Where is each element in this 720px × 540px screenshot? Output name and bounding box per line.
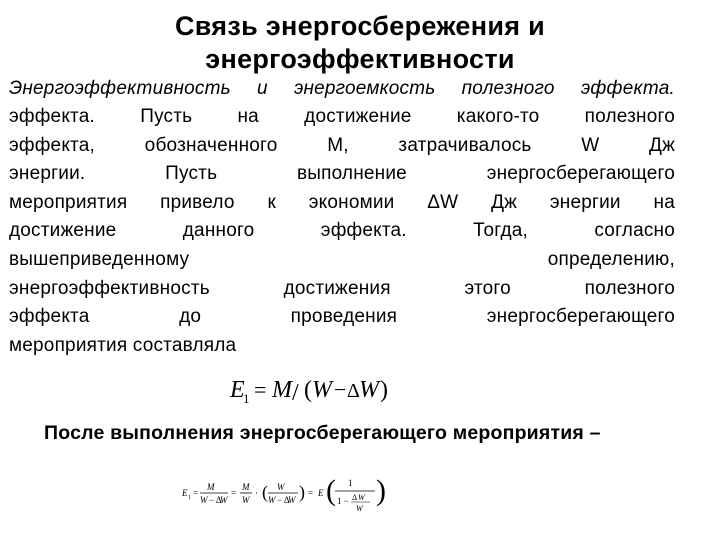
svg-text:·: · [255, 488, 258, 498]
paragraph-line-6: вышеприведенному определению, [9, 248, 675, 270]
slide-title-line-1: Связь энергосбережения и [174, 11, 546, 41]
paragraph-line-3: энергии. Пусть выполнение энергосберегающего [9, 163, 675, 185]
svg-text:W: W [200, 495, 208, 505]
svg-text:W: W [358, 493, 365, 502]
svg-text:1: 1 [243, 391, 250, 406]
svg-text:=: = [193, 488, 199, 498]
svg-text:): ) [380, 377, 388, 403]
svg-text:/: / [292, 380, 299, 406]
svg-text:(: ( [326, 474, 336, 507]
svg-text:− Δ: − Δ [209, 495, 222, 505]
formula-2 [180, 466, 425, 522]
paragraph-line-4: мероприятия привело к экономии ΔW Дж энергии на [9, 191, 675, 213]
svg-text:(: ( [304, 377, 312, 403]
svg-text:=: = [308, 488, 314, 498]
formula-1 [226, 367, 386, 411]
paragraph-line-8: эффекта до проведения энергосберегающего [9, 306, 675, 328]
svg-text:(: ( [262, 482, 268, 502]
svg-text:W: W [359, 377, 379, 403]
paragraph-line-1-text: эффекта. Пусть на достижение какого-то полезного [9, 106, 675, 127]
svg-text:M: M [242, 482, 250, 492]
svg-text:W: W [277, 482, 285, 492]
paragraph-lead-text: Энергоэффективность и энергоемкость полезного эффекта. [9, 78, 675, 99]
svg-text:− Δ: − Δ [277, 495, 290, 505]
svg-text:M: M [207, 482, 215, 492]
svg-text:M: M [272, 377, 292, 403]
svg-text:E: E [230, 377, 245, 403]
svg-text:=: = [231, 488, 237, 498]
svg-text:W: W [242, 495, 250, 505]
svg-text:W: W [288, 495, 296, 505]
svg-text:W: W [268, 495, 276, 505]
slide-title-line-2: энергоэффективности [205, 44, 515, 74]
svg-text:W: W [220, 495, 228, 505]
svg-text:1 −: 1 − [337, 496, 349, 506]
svg-text:1: 1 [348, 478, 353, 488]
svg-text:E: E [318, 488, 324, 498]
paragraph-line-1 [9, 103, 675, 132]
svg-text:Δ: Δ [347, 380, 360, 402]
svg-text:W: W [312, 377, 332, 403]
paragraph-line-7: энергоэффективность достижения этого полезного [9, 277, 675, 299]
svg-text:): ) [299, 482, 305, 502]
paragraph-line-5: достижение данного эффекта. Тогда, согласно [9, 220, 675, 242]
paragraph-line-2: эффекта, обозначенного M, затрачивалось W Дж [9, 134, 675, 156]
paragraph-body [9, 103, 675, 360]
svg-text:=: = [254, 377, 267, 402]
after-measure-text: После выполнения энергосберегающего мероприятия – [44, 422, 601, 444]
paragraph-line-9: мероприятия составляла [9, 334, 237, 356]
svg-text:E: E [182, 488, 188, 498]
paragraph-lead [9, 75, 675, 104]
svg-text:1: 1 [188, 495, 191, 501]
svg-text:−: − [334, 377, 347, 402]
svg-text:Δ: Δ [352, 493, 358, 502]
svg-text:): ) [376, 474, 386, 507]
svg-text:W: W [356, 504, 363, 513]
